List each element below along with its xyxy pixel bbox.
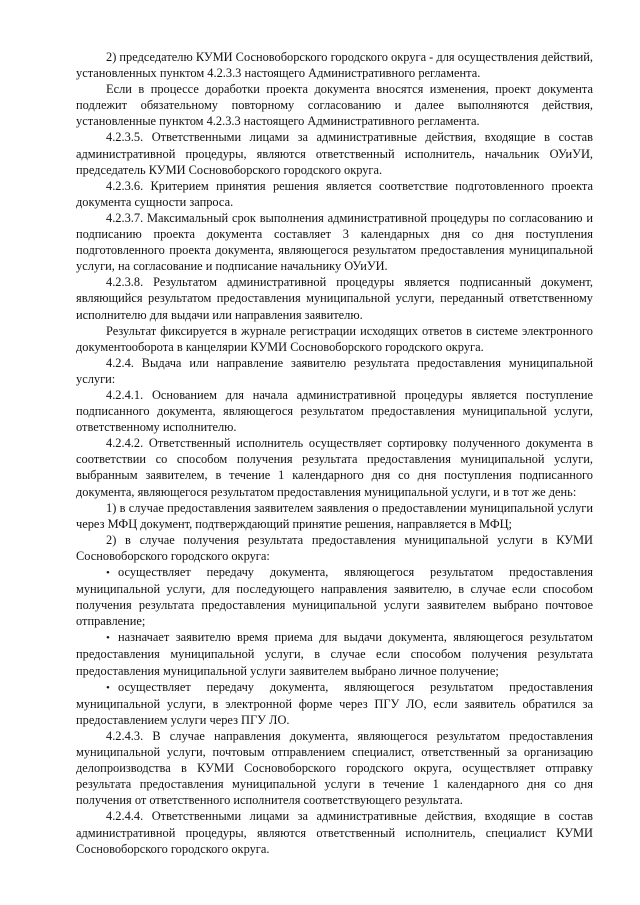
bullet-item-electronic: [76, 679, 593, 728]
bullet-item-postal: [76, 564, 593, 629]
bullet-icon: •: [106, 632, 110, 645]
document-page: [76, 49, 593, 857]
paragraph-4-2-3-7: 4.2.3.7. Максимальный срок выполнения административной процедуры по согласованию и подписанию проекта документа составляет 3 календарных дня со дня поступления подготовленного проекта документа, являющегося результатом предоставления муниципальной услуги, на согласование и подписание начальнику ОУиУИ.: [76, 210, 593, 274]
paragraph-result-recorded: Результат фиксируется в журнале регистрации исходящих ответов в системе электронного документооборота в канцелярии КУМИ Сосновоборского городского округа.: [76, 323, 593, 354]
bullet-text: назначает заявителю время приема для выдачи документа, являющегося результатом предоставления муниципальной услуги, в случае если способом получения результата предоставления муниципальной услуги заявителем выбрано личное получение;: [76, 630, 593, 678]
paragraph-4-2-4-4: 4.2.4.4. Ответственными лицами за административные действия, входящие в состав административной процедуры, являются ответственный исполнитель, специалист КУМИ Сосновоборского городского округа.: [76, 809, 593, 856]
paragraph-item-2-chairman: 2) председателю КУМИ Сосновоборского городского округа - для осуществления действий, установленных пунктом 4.2.3.3 настоящего Административного регламента.: [76, 50, 593, 81]
bullet-text: осуществляет передачу документа, являющегося результатом предоставления муниципальной услуги, для последующего направления заявителю, в случае если способом получения результата предоставления муниципальной услуги заявителем выбрано почтовое отправление;: [76, 565, 593, 629]
paragraph-item-2-kumi: 2) в случае получения результата предоставления муниципальной услуги в КУМИ Сосновоборского городского округа:: [76, 532, 593, 563]
paragraph-4-2-4: 4.2.4. Выдача или направление заявителю результата предоставления муниципальной услуги:: [76, 355, 593, 386]
paragraph-revision: Если в процессе доработки проекта документа вносятся изменения, проект документа подлежит обязательному повторному согласованию и далее выполняются действия, установленные пунктом 4.2.3.3 настоящего Административного регламента.: [76, 82, 593, 129]
bullet-item-personal: [76, 629, 593, 678]
paragraph-4-2-4-3: 4.2.4.3. В случае направления документа, являющегося результатом предоставления муниципальной услуги, почтовым отправлением специалист, ответственный за организацию делопроизводства в КУМИ Сосновоборского городского округа, осуществляет отправку результата предоставления муниципальной услуги в течение 1 календарного дня со дня получения от ответственного исполнителя соответствующего результата.: [76, 728, 593, 808]
paragraph-4-2-4-2: 4.2.4.2. Ответственный исполнитель осуществляет сортировку полученного документа в соответствии со способом получения результата предоставления муниципальной услуги, выбранным заявителем, в течение 1 календарного дня со дня поступления подписанного документа, являющегося результатом предоставления муниципальной услуги, и в тот же день:: [76, 436, 593, 499]
bullet-text: осуществляет передачу документа, являющегося результатом предоставления муниципальной услуги, в электронной форме через ПГУ ЛО, если заявитель обратился за предоставлением услуги через ПГУ ЛО.: [76, 679, 593, 727]
paragraph-4-2-3-6: 4.2.3.6. Критерием принятия решения является соответствие подготовленного проекта документа сущности запроса.: [76, 178, 593, 209]
paragraph-4-2-4-1: 4.2.4.1. Основанием для начала административной процедуры является поступление подписанного документа, являющегося результатом предоставления муниципальной услуги, ответственному исполнителю.: [76, 387, 593, 435]
paragraph-4-2-3-5: 4.2.3.5. Ответственными лицами за административные действия, входящие в состав административной процедуры, являются ответственный исполнитель, начальник ОУиУИ, председатель КУМИ Сосновоборского городского округа.: [76, 130, 593, 177]
paragraph-4-2-3-8: 4.2.3.8. Результатом административной процедуры является подписанный документ, являющийся результатом предоставления муниципальной услуги, переданный ответственному исполнителю для выдачи или направления заявителю.: [76, 275, 593, 322]
bullet-icon: •: [106, 567, 110, 579]
bullet-icon: •: [106, 681, 110, 694]
paragraph-item-1-mfc: 1) в случае предоставления заявителем заявления о предоставлении муниципальной услуги через МФЦ документ, подтверждающий принятие решения, направляется в МФЦ;: [76, 500, 593, 531]
